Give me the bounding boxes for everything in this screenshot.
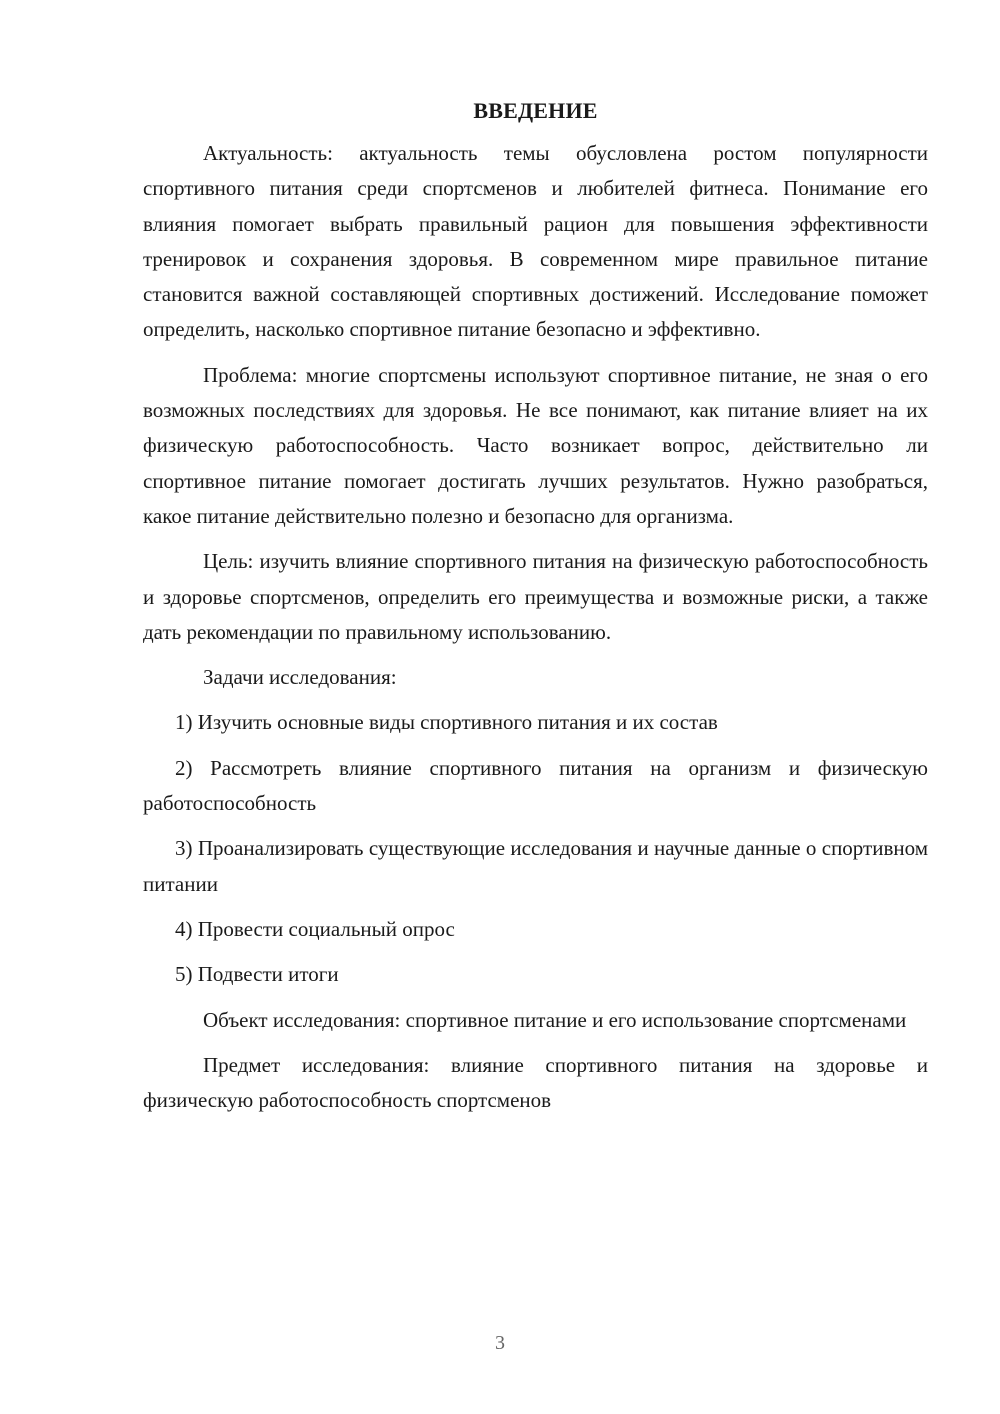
object-paragraph: Объект исследования: спортивное питание и его использование спортсменами xyxy=(203,1007,907,1032)
relevance-paragraph: Актуальность: актуальность темы обусловлена ростом популярности спортивного питания среди спортсменов и любителей фитнеса. Понимание его влияния помогает выбрать правильный рацион для повышения эффективности тренировок и сохранения здоровья. В современном мире правильное питание становится важной составляющей спортивных достижений. Исследование поможет определить, насколько спортивное питание безопасно и эффективно. xyxy=(143,141,928,342)
goal-paragraph: Цель: изучить влияние спортивного питания на физическую работоспособность и здоровье спортсменов, определить его преимущества и возможные риски, а также дать рекомендации по правильному использованию. xyxy=(143,549,928,644)
task-item-4: 4) Провести социальный опрос xyxy=(175,916,455,941)
page-title: ВВЕДЕНИЕ xyxy=(473,98,598,123)
problem-paragraph: Проблема: многие спортсмены используют спортивное питание, не зная о его возможных последствиях для здоровья. Не все понимают, как питание влияет на их физическую работоспособность. Часто возникает вопрос, действительно ли спортивное питание помогает достигать лучших результатов. Нужно разобраться, какое питание действительно полезно и безопасно для организма. xyxy=(143,362,928,528)
task-item-2: 2) Рассмотреть влияние спортивного питания на организм и физическую работоспособность xyxy=(143,755,928,816)
page-number: 3 xyxy=(495,1332,505,1354)
tasks-heading: Задачи исследования: xyxy=(203,665,397,690)
task-item-3: 3) Проанализировать существующие исследования и научные данные о спортивном питании xyxy=(143,836,928,896)
task-item-1: 1) Изучить основные виды спортивного питания и их состав xyxy=(175,710,718,735)
document-page xyxy=(143,94,928,1128)
task-item-5: 5) Подвести итоги xyxy=(175,962,339,987)
subject-paragraph: Предмет исследования: влияние спортивного питания на здоровье и физическую работоспособность спортсменов xyxy=(143,1052,928,1113)
